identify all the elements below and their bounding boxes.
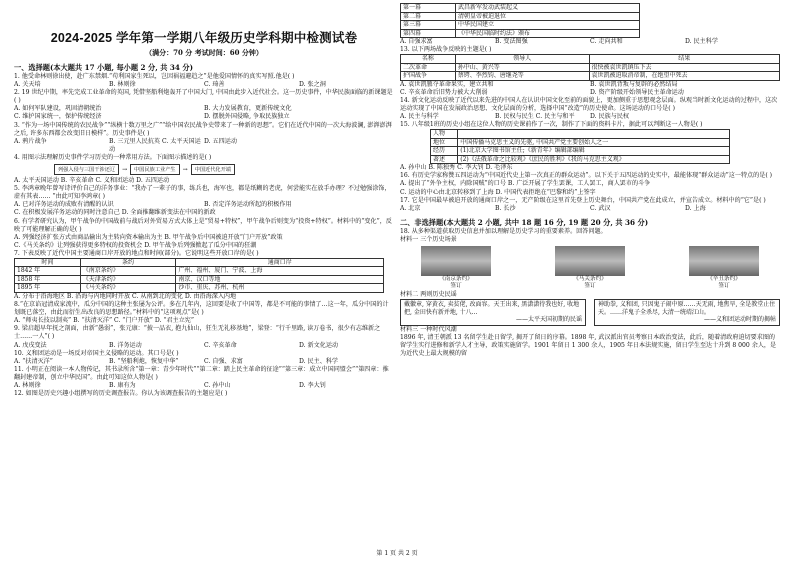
question-options [400, 205, 780, 213]
option: B. 大力发展教育，更新传统文化 [204, 105, 292, 113]
arrow-icon: → [122, 166, 128, 174]
table-row [15, 267, 384, 276]
table-header: 条约 [80, 258, 176, 267]
table-cell: 《中华民国临时约法》颁布 [455, 29, 639, 38]
history-images [400, 246, 780, 289]
option: C. 辛亥革命后旧势力被大大削弱 [400, 88, 488, 96]
option: B. 三元里人民抗英 C. 太平天国运动 [109, 137, 201, 153]
option: A. 如何军队建设，巩固清朝统治 [14, 105, 102, 113]
option: A. 民主与科学 [400, 113, 439, 121]
table-cell: 中华民国建立 [455, 21, 639, 30]
table-cell: 第三幕 [401, 21, 456, 30]
table-row [401, 12, 640, 21]
q18-text: 18. 从多种渠道获取历史信息并加以理解是历史学习的重要素养。回答问题。 [400, 227, 607, 235]
taiping-rhyme [400, 299, 586, 326]
right-column [400, 3, 780, 358]
exam-subtitle: （满分：70 分 考试时间：60 分钟） [145, 48, 263, 57]
option: B. 变法图强 [495, 38, 528, 45]
table-row [401, 29, 640, 38]
option: D. 李大钊 [299, 382, 326, 389]
boxer-rhyme-text: 神助拳, 义和团, 只因鬼子闹中原……天无雨, 地焦旱, 全是教堂止住天。……洋鬼子全杀尽, 大清一统靖江山。 [598, 301, 776, 316]
taiping-rhyme-source: ——太平天国初期的民谣 [515, 316, 582, 324]
option: D. 民族与民权 [590, 113, 630, 121]
question-text: 14. 新文化运动反映了近代以来先进的中国人在认识中国文化至前的面貌上，更加侧重于思想观念层面。纵观当时新文化运动的过程中，这次运动实现了中国在发展政治思想、文化层面的分析，选择中国“改造”的历史使命。这场运动的口号是( ) [400, 96, 778, 112]
table-row [401, 63, 780, 72]
option: A. “扶清灭洋” [14, 357, 53, 365]
table-header: 名称 [401, 55, 456, 64]
table-cell: 袁世凯被迫取消帝制，在绝望中死去 [589, 72, 779, 81]
option: A. 自强求富 [400, 38, 433, 45]
question-text: A. 列强经济扩张方式由商品输出为主转向资本输出为主 B. 甲午战争后中国被迫开放“门户开放”政策 [14, 233, 283, 241]
question-text: 10. 义和团运动是一场反对帝国主义侵略的运动。其口号是( ) [14, 349, 179, 357]
table-cell: 南京、汉口等地 [176, 275, 384, 284]
table-cell: 《马关条约》 [80, 284, 176, 293]
material2-label: 材料二 两则历史民谣 [400, 291, 457, 298]
table-cell: 《天津条约》 [80, 275, 176, 284]
table-row [431, 130, 730, 139]
question-text: 1. 他受命林则徐出使，赴广东禁烟.“苟利国家生死以，岂因祸福避趋之”是他爱国情怀的真实写照.他是( ) [14, 73, 295, 80]
option: A. 关天培 [14, 81, 41, 89]
question-options [14, 81, 394, 89]
option: A. 已对洋务运动的成败有清醒的认识 [14, 201, 114, 209]
question-text: 6. 有学者研究认为，甲午战争的中国战前与战后对外贸易方式大体上是“贸易+特权”，甲午战争后则变为“投资+特权”。材料中的“变化”，反映了可能理解正确的是( ) [14, 217, 392, 233]
option: D. 五四运动 [204, 137, 237, 145]
history-photo [689, 246, 759, 276]
q13-table [400, 54, 780, 81]
left-questions [14, 73, 394, 398]
material3-label: 材料三 一种时代风潮 [400, 325, 457, 333]
table-cell: 广州、福州、厦门、宁波、上海 [176, 267, 384, 276]
question-text: 16. 有历史学家称赞五四运动为“中国近代史上第一次真正的群众运动”。以下关于五四运动的史实中，最能体现“群众运动”这一特点的是( ) [400, 172, 773, 180]
option: B. 洋务运动 [109, 341, 142, 349]
history-image [534, 246, 646, 289]
table-header: 领导人 [455, 55, 589, 64]
table-header: 通商口岸 [176, 258, 384, 267]
question-options [14, 138, 394, 154]
question-text: 8.“在京谄冠清成家流中，瓜分中国的这种主张屡为公评。多在几年内，这回要是收了中国等，都是不可能的事情了…这一年，瓜分中国的计划既已落空，由此而衍生出改良的思想路径。”材料中的“这项观点”是( ) [14, 301, 389, 317]
question-options [14, 342, 394, 350]
image-caption: 签订 [584, 282, 596, 289]
question-text: A. 孙中山 B. 陈独秀 C. 李大钊 D. 毛泽东 [400, 164, 513, 172]
option: B. 否定洋务运动所起的积极作用 [204, 201, 292, 209]
history-image [400, 246, 512, 289]
table-row [431, 147, 730, 156]
folk-rhymes [400, 299, 780, 326]
option: B. 袁世凯背叛与复辟的必然结局 [590, 80, 678, 88]
option: D. 资产阶级开始领导民主革命运动 [590, 88, 684, 96]
image-caption: 《马关条约》 [573, 276, 607, 282]
table-cell [458, 130, 730, 139]
question-text: A. “师夷长技以制夷” B. “扶清灭洋” C. “门户开放” D. “君主立宪” [14, 317, 195, 325]
table-cell: 1858 年 [15, 275, 81, 284]
question-text: A. 分布于沿海地区 B. 沿海与内地同时开放 C. 从南到北的变化 D. 由沿海深入内地 [14, 292, 237, 300]
taiping-rhyme-text: 戴徽章, 穿黄衣, 卖贫佬, 改面容。天王出来, 黑潇潇待我也好, 收地把, 金田快有新并地, 十八… [404, 301, 580, 316]
option: A. 鸦片战争 [14, 137, 47, 145]
table-cell: 武昌新军发动武装起义 [455, 4, 639, 13]
option: D. 新文化运动 [299, 341, 339, 349]
q13-text: 13. 以下两场战争反映的主题是( ) [400, 46, 492, 54]
q4-diagram [54, 164, 394, 175]
option: C. 走向共和 [590, 38, 623, 45]
option: A. 林则徐 [14, 382, 41, 389]
image-caption: 《南京条约》 [439, 276, 473, 282]
page-footer: 第 1 页 共 2 页 [376, 550, 418, 557]
question-text: C.《马关条约》让列强获得更多特权的投资机会 D. 甲午战争后列强掀起了瓜分中国的狂潮 [14, 241, 257, 249]
option: B. 民权与民生 C. 民主与和平 [495, 113, 575, 121]
table-cell: 第四幕 [401, 29, 456, 38]
exam-title: 2024-2025 学年第一学期八年级历史学科期中检测试卷 [50, 31, 358, 45]
option: B. 长沙 [495, 204, 516, 212]
table-cell: 第二幕 [401, 12, 456, 21]
table-cell: 《南京条约》 [80, 267, 176, 276]
history-photo [421, 246, 491, 276]
table-cell: 地位 [431, 138, 458, 147]
table-row [401, 21, 640, 30]
option: C. 武汉 [590, 204, 611, 212]
table-cell: 沙市、重庆、苏州、杭州 [176, 284, 384, 293]
table-cell: 清朝皇帝被迫退位 [455, 12, 639, 21]
table-header: 时间 [15, 258, 81, 267]
table-cell: 护国战争 [401, 72, 456, 81]
question-text: 3. “作为一场中国传统的农民战争”“纵横十数万里之广”“给中国农民战争史带来了一种新的思想”。它们在近代中国的一次大海波澜, 澎湃澎湃之后, 许多东西都会改变旧日模样”。历史事件是( ) [14, 121, 392, 137]
question-text: 7. 下表反映了近代中国主要通商口岸开放的地点和时间(部分)。它说明这些开放口岸的是( ) [14, 249, 259, 257]
q7-table [14, 258, 384, 293]
question-options [14, 382, 394, 390]
history-image [668, 246, 780, 289]
question-text: 2. 19 世纪中期，率先完成工业革命的英国, 凭借坚船利炮轰开了中国大门, 中国由此步入近代社会。这一历史事件，中华民族面临的新课题是( ) [14, 89, 393, 105]
table-cell: 第一幕 [401, 4, 456, 13]
history-photo [555, 246, 625, 276]
table-header: 结果 [589, 55, 779, 64]
q13-options [400, 81, 780, 97]
option: B. 康有为 [109, 382, 136, 389]
option: A. 北京 [400, 204, 421, 212]
diagram-box: 列强入侵与三国干涉还辽 [54, 164, 119, 175]
table-cell: 1842 年 [15, 267, 81, 276]
question-text: 17. 它是中国最早被迫开放的通商口岸之一，无产阶级在这里首先登上历史舞台，中国共产党在此成立，并宣告成立。材料中的“它”是( ) [400, 196, 766, 204]
question-options [400, 113, 780, 121]
image-caption: 签订 [450, 282, 462, 289]
question-text: 15. 八年级1班的历史小组在这位人物的历史课前作了一次，制作了下面的资料卡片，据此可以判断这一人物是( ) [400, 121, 703, 129]
table-cell: 二次革命 [401, 63, 456, 72]
option: D. 张之洞 [299, 81, 326, 89]
question-text: 11. 小明正在阅读一本人物传记，其书录所含“第一章：青少年时代”“第二章：踏上民主革命的征途”“第三章：成立中国同盟会”“第四章：推翻封建帝制，创立中华民国”。由此可知这位人物是( ) [14, 365, 389, 381]
section2-heading: 二、非选择题(本大题共 2 小题, 共中 18 题 16 分, 19 题 20 分, 共 36 分) [400, 217, 649, 227]
boxer-rhyme [594, 299, 780, 326]
arrow-icon: → [182, 166, 188, 174]
table-row [431, 155, 730, 164]
diagram-box: 中国近代化开端 [191, 164, 235, 175]
table-row [431, 138, 730, 147]
option: D. 摆脱外国侵略, 争取民族独立 [204, 113, 290, 121]
option: D. 民主、科学 [299, 357, 339, 365]
table-row [401, 4, 640, 13]
option: C. 辛亥革命 [204, 341, 237, 349]
image-caption: 《辛丑条约》 [707, 276, 741, 282]
image-caption: 签订 [718, 282, 730, 289]
table-cell: 著述 [431, 155, 458, 164]
question-options [14, 105, 394, 121]
q12-options [400, 38, 780, 46]
question-text: A. 太平天国运动 B. 辛亥革命 C. 义和团运动 D. 五四运动 [14, 177, 170, 185]
diagram-box: 中国民族工业产生 [130, 164, 180, 175]
question-text: 9. 梁启超早年抚之剖面，由新“愚弱”，张元康：“披一品衣, 抱九仙山，狂生无礼移基地”，梁登：“行千里路, 读万卷书，很少有志维新之士……一人”( ) [14, 325, 381, 341]
option: B. 林则徐 [109, 81, 136, 89]
material1-label: 材料一 三个历史场景 [400, 235, 457, 243]
option: C. 孙中山 [204, 382, 231, 389]
question-text: C. 在积极发展洋务运动的同时注意自己 D. 全面推翻维新变法在中国的新政 [14, 209, 216, 217]
q15-card [430, 129, 730, 164]
option: D. 上海 [685, 204, 706, 212]
question-text: 4. 用图示法理解历史事件学习历史的一种常用方法。下面图示描述的是( ) [14, 153, 212, 161]
option: C. 琦善 [204, 81, 225, 89]
section1-heading: 一、选择题(本大题共 17 小题, 每小题 2 分, 共 34 分) [14, 63, 194, 72]
question-text: 12. 如图是历史兴趣小组撰写的历史调查报告。你认为该调查报告的主题应是( ) [14, 390, 228, 398]
material3-text: 1896 年, 清王朝派 13 名留学生赴日留学, 揭开了留日的序幕。1898 年, 武汉派出官员考察日本政治变法，此后，随着清政府迫切要求图的留学生实行进修和新学人才主导，政策实施留学。1901 年留日 1 300 余人，1905 年日本法规实施，留日学生至达十升到 8 000 余人，是为近代史上最大规模的留 [400, 333, 777, 358]
table-cell: 很快被袁世凯镇压下去 [589, 63, 779, 72]
question-text: 5. 李鸿章晚年曾写诗评价自己的洋务事业：“我办了一辈子的事，练兵也，海军也，都是纸糊的老虎，何尝能实在放手办理？不过勉强涂饰，虚有其表…… ”由此可知李鸿章( ) [14, 185, 391, 201]
table-cell: (2)《法俄革命之比较观》《庶民的胜利》《我的马克思主义观》 [458, 155, 730, 164]
boxer-rhyme-source: ——义和团运动时期的揭帖 [703, 316, 776, 324]
table-cell: 中国传播马克思主义的先驱, 中国共产党主要创始人之一 [458, 138, 730, 147]
option: A. 袁世凯篡夺革命果实，建立共和 [400, 80, 494, 88]
question-text: A. 提出了“外争主权，内除国贼”的口号 B. 广泛开展了学生罢课，工人罢工，商人罢市的斗争 [400, 180, 651, 188]
table-cell: 人物 [431, 130, 458, 139]
q12-table [400, 3, 640, 38]
option: B. “坚船利炮，恢复中华” [109, 357, 179, 365]
table-cell: 蔡锷、李烈钧、唐继尧等 [455, 72, 589, 81]
table-row [401, 72, 780, 81]
question-text: C. 运动的中心由北京转移到了上海 D. 中国代表拒绝在“巴黎和约”上签字 [400, 188, 596, 196]
table-cell: (1)北京大学图书馆主任;《新青年》编辑部编辑 [458, 147, 730, 156]
option: D. 民主科学 [685, 38, 718, 45]
question-options [14, 358, 394, 366]
table-cell: 孙中山、黄兴等 [455, 63, 589, 72]
right-questions [400, 97, 780, 213]
option: C. 维护国家统一，保护传统经济 [14, 113, 102, 121]
table-row [15, 275, 384, 284]
table-row [15, 284, 384, 293]
table-cell: 1895 年 [15, 284, 81, 293]
table-cell: 经历 [431, 147, 458, 156]
option: C. 自强、求富 [204, 357, 243, 365]
option: A. 戊戌变法 [14, 341, 47, 349]
left-column [14, 0, 394, 398]
